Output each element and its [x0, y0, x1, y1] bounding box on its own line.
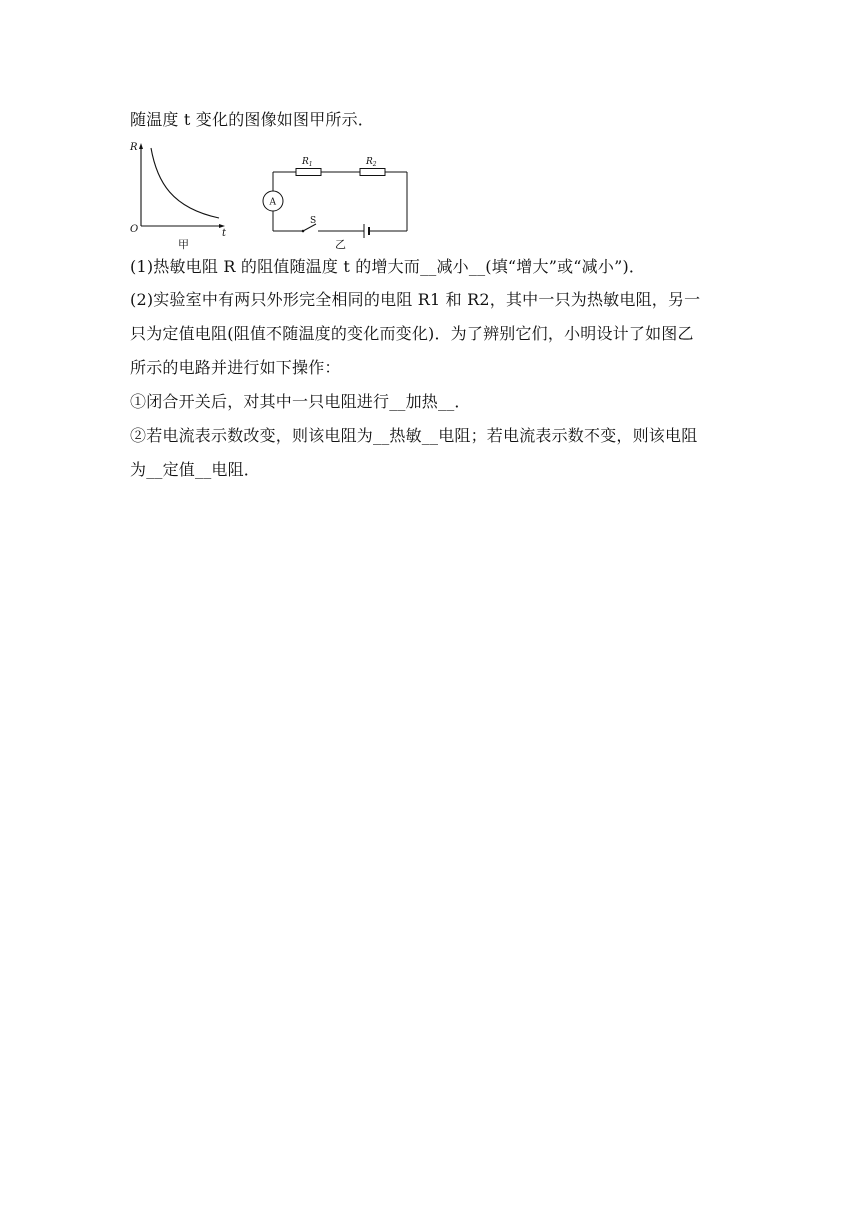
switch-label: S [310, 216, 317, 226]
text-line-6: ①闭合开关后，对其中一只电阻进行__加热__． [130, 392, 471, 411]
graph-origin-label: O [130, 224, 139, 235]
resistor-r2 [360, 169, 385, 176]
graph-y-label: R [130, 142, 138, 153]
resistor-r1-label: $R_1$ [302, 157, 313, 168]
text-line-4: 只为定值电阻(阻值不随温度的变化而变化)．为了辨别它们，小明设计了如图乙 [130, 324, 694, 343]
graph-jia [129, 142, 227, 251]
circuit-caption: 乙 [335, 238, 346, 251]
text-line-7: ②若电流表示数改变，则该电阻为__热敏__电阻；若电流表示数不变，则该电阻 [130, 426, 698, 445]
text-line-2: (1)热敏电阻 R 的阻值随温度 t 的增大而__减小__(填“增大”或“减小”)． [130, 257, 646, 276]
graph-curve [151, 148, 219, 218]
graph-y-axis-arrow [139, 143, 143, 149]
text-line-8: 为__定值__电阻． [130, 460, 261, 479]
text-line-5: 所示的电路并进行如下操作： [130, 358, 341, 377]
circuit-yi [263, 157, 407, 251]
resistor-r2-label: $R_2$ [366, 157, 377, 168]
graph-x-label: t [222, 228, 227, 239]
text-line-3: (2)实验室中有两只外形完全相同的电阻 R1 和 R2，其中一只为热敏电阻，另一 [130, 290, 701, 309]
text-line-1: 随温度 t 变化的图像如图甲所示． [130, 110, 375, 129]
graph-caption: 甲 [178, 238, 189, 251]
resistor-r1 [296, 169, 321, 176]
figure-area [124, 142, 424, 254]
ammeter-label: A [269, 197, 276, 208]
